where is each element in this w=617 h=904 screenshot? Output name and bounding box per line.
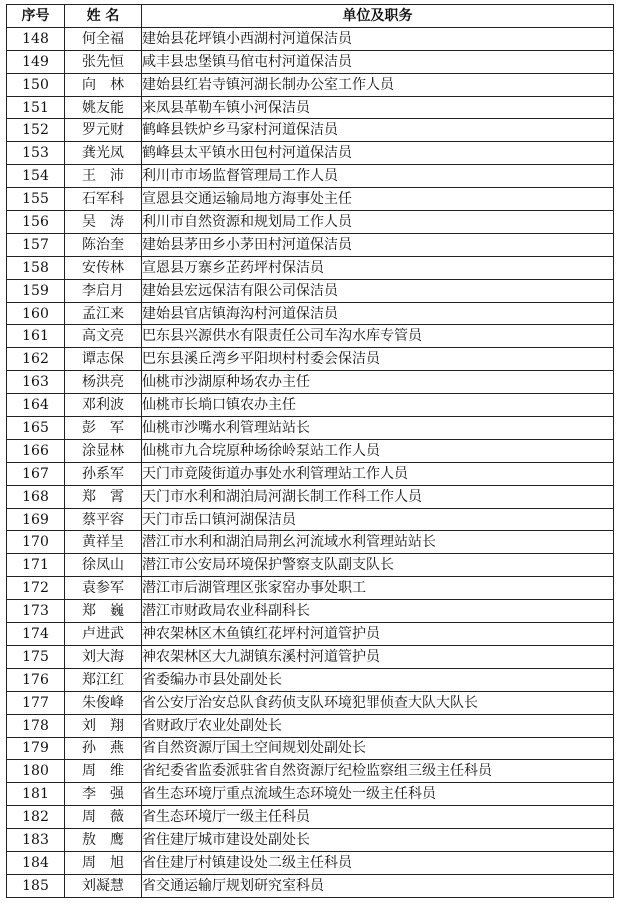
unit-and-position: 仙桃市九合垸原种场徐岭泵站工作人员: [142, 439, 614, 462]
table-row: [7, 233, 614, 256]
table-row: [7, 348, 614, 371]
person-name: 何全福: [65, 27, 142, 50]
table-row: [7, 50, 614, 73]
table-row: [7, 485, 614, 508]
table-row: [7, 256, 614, 279]
row-number: 172: [7, 577, 65, 600]
unit-and-position: 省生态环境厅重点流域生态环境处一级主任科员: [142, 783, 614, 806]
table-row: [7, 302, 614, 325]
person-name: 袁参军: [65, 577, 142, 600]
person-name: 张先恒: [65, 50, 142, 73]
row-number: 169: [7, 508, 65, 531]
unit-and-position: 天门市岳口镇河湖保洁员: [142, 508, 614, 531]
row-number: 170: [7, 531, 65, 554]
table-row: [7, 577, 614, 600]
row-number: 153: [7, 142, 65, 165]
unit-and-position: 潜江市财政局农业科副科长: [142, 600, 614, 623]
table-row: [7, 874, 614, 897]
unit-and-position: 鹤峰县太平镇水田包村河道保洁员: [142, 142, 614, 165]
row-number: 175: [7, 645, 65, 668]
table-row: [7, 188, 614, 211]
table-row: [7, 119, 614, 142]
table-row: [7, 851, 614, 874]
table-row: [7, 142, 614, 165]
header-no: 序号: [7, 5, 65, 28]
unit-and-position: 省公安厅治安总队食药侦支队环境犯罪侦查大队大队长: [142, 691, 614, 714]
unit-and-position: 天门市竟陵街道办事处水利管理站工作人员: [142, 462, 614, 485]
person-name: 刘 翔: [65, 714, 142, 737]
person-name: 卢进武: [65, 623, 142, 646]
unit-and-position: 潜江市后湖管理区张家窑办事处职工: [142, 577, 614, 600]
table-row: [7, 211, 614, 234]
unit-and-position: 宣恩县万寨乡芷药坪村保洁员: [142, 256, 614, 279]
table-row: [7, 645, 614, 668]
table-row: [7, 531, 614, 554]
unit-and-position: 省交通运输厅规划研究室科员: [142, 874, 614, 897]
person-name: 黄祥呈: [65, 531, 142, 554]
person-name: 罗元财: [65, 119, 142, 142]
unit-and-position: 利川市市场监督管理局工作人员: [142, 165, 614, 188]
person-name: 姚友能: [65, 96, 142, 119]
table-row: [7, 760, 614, 783]
unit-and-position: 神农架林区大九湖镇东溪村河道管护员: [142, 645, 614, 668]
person-name: 石军科: [65, 188, 142, 211]
row-number: 173: [7, 600, 65, 623]
table-row: [7, 668, 614, 691]
table-row: [7, 462, 614, 485]
unit-and-position: 神农架林区木鱼镇红花坪村河道管护员: [142, 623, 614, 646]
person-name: 龚光凤: [65, 142, 142, 165]
person-name: 邓利波: [65, 394, 142, 417]
unit-and-position: 仙桃市长埫口镇农办主任: [142, 394, 614, 417]
unit-and-position: 巴东县兴源供水有限责任公司车沟水库专管员: [142, 325, 614, 348]
header-row: [7, 5, 614, 28]
row-number: 180: [7, 760, 65, 783]
person-name: 李启月: [65, 279, 142, 302]
person-name: 涂显林: [65, 439, 142, 462]
table-row: [7, 554, 614, 577]
header-role: 单位及职务: [142, 5, 614, 28]
row-number: 151: [7, 96, 65, 119]
row-number: 178: [7, 714, 65, 737]
unit-and-position: 建始县官店镇海沟村河道保洁员: [142, 302, 614, 325]
person-name: 安传林: [65, 256, 142, 279]
unit-and-position: 咸丰县忠堡镇马倌屯村河道保洁员: [142, 50, 614, 73]
table-row: [7, 600, 614, 623]
row-number: 165: [7, 417, 65, 440]
header-name: 姓 名: [65, 5, 142, 28]
row-number: 179: [7, 737, 65, 760]
roster-table: [6, 4, 614, 898]
row-number: 177: [7, 691, 65, 714]
unit-and-position: 天门市水利和湖泊局河湖长制工作科工作人员: [142, 485, 614, 508]
table-row: [7, 508, 614, 531]
unit-and-position: 仙桃市沙湖原种场农办主任: [142, 371, 614, 394]
table-row: [7, 806, 614, 829]
table-row: [7, 394, 614, 417]
unit-and-position: 省住建厅城市建设处副处长: [142, 829, 614, 852]
row-number: 168: [7, 485, 65, 508]
unit-and-position: 来凤县革勒车镇小河保洁员: [142, 96, 614, 119]
row-number: 181: [7, 783, 65, 806]
person-name: 郑江红: [65, 668, 142, 691]
person-name: 敖 鹰: [65, 829, 142, 852]
unit-and-position: 省财政厅农业处副处长: [142, 714, 614, 737]
table-row: [7, 737, 614, 760]
row-number: 148: [7, 27, 65, 50]
unit-and-position: 巴东县溪丘湾乡平阳坝村村委会保洁员: [142, 348, 614, 371]
person-name: 谭志保: [65, 348, 142, 371]
row-number: 149: [7, 50, 65, 73]
row-number: 156: [7, 211, 65, 234]
row-number: 163: [7, 371, 65, 394]
person-name: 李 强: [65, 783, 142, 806]
unit-and-position: 建始县花坪镇小西湖村河道保洁员: [142, 27, 614, 50]
row-number: 171: [7, 554, 65, 577]
table-row: [7, 829, 614, 852]
table-row: [7, 165, 614, 188]
table-row: [7, 96, 614, 119]
row-number: 158: [7, 256, 65, 279]
row-number: 152: [7, 119, 65, 142]
table-row: [7, 371, 614, 394]
unit-and-position: 建始县红岩寺镇河湖长制办公室工作人员: [142, 73, 614, 96]
person-name: 朱俊峰: [65, 691, 142, 714]
unit-and-position: 仙桃市沙嘴水利管理站站长: [142, 417, 614, 440]
row-number: 174: [7, 623, 65, 646]
row-number: 159: [7, 279, 65, 302]
person-name: 向 林: [65, 73, 142, 96]
row-number: 183: [7, 829, 65, 852]
unit-and-position: 潜江市公安局环境保护警察支队副支队长: [142, 554, 614, 577]
person-name: 陈治奎: [65, 233, 142, 256]
table-row: [7, 27, 614, 50]
row-number: 182: [7, 806, 65, 829]
row-number: 164: [7, 394, 65, 417]
unit-and-position: 省纪委省监委派驻省自然资源厅纪检监察组三级主任科员: [142, 760, 614, 783]
unit-and-position: 建始县宏远保洁有限公司保洁员: [142, 279, 614, 302]
table-row: [7, 417, 614, 440]
row-number: 157: [7, 233, 65, 256]
roster-table-container: [6, 4, 614, 898]
row-number: 154: [7, 165, 65, 188]
person-name: 周 旭: [65, 851, 142, 874]
table-body: [7, 27, 614, 897]
unit-and-position: 省自然资源厅国土空间规划处副处长: [142, 737, 614, 760]
person-name: 郑 霄: [65, 485, 142, 508]
table-row: [7, 73, 614, 96]
row-number: 162: [7, 348, 65, 371]
table-row: [7, 714, 614, 737]
unit-and-position: 利川市自然资源和规划局工作人员: [142, 211, 614, 234]
person-name: 孙系军: [65, 462, 142, 485]
person-name: 徐凤山: [65, 554, 142, 577]
row-number: 176: [7, 668, 65, 691]
table-row: [7, 439, 614, 462]
row-number: 185: [7, 874, 65, 897]
unit-and-position: 省生态环境厅一级主任科员: [142, 806, 614, 829]
person-name: 高文亮: [65, 325, 142, 348]
row-number: 160: [7, 302, 65, 325]
row-number: 150: [7, 73, 65, 96]
table-row: [7, 783, 614, 806]
row-number: 184: [7, 851, 65, 874]
table-row: [7, 325, 614, 348]
person-name: 刘凝慧: [65, 874, 142, 897]
person-name: 吴 涛: [65, 211, 142, 234]
row-number: 167: [7, 462, 65, 485]
row-number: 155: [7, 188, 65, 211]
person-name: 蔡平容: [65, 508, 142, 531]
table-row: [7, 279, 614, 302]
person-name: 孟江来: [65, 302, 142, 325]
row-number: 166: [7, 439, 65, 462]
person-name: 郑 巍: [65, 600, 142, 623]
person-name: 孙 燕: [65, 737, 142, 760]
unit-and-position: 宣恩县交通运输局地方海事处主任: [142, 188, 614, 211]
table-row: [7, 691, 614, 714]
person-name: 王 沛: [65, 165, 142, 188]
row-number: 161: [7, 325, 65, 348]
unit-and-position: 潜江市水利和湖泊局荆幺河流域水利管理站站长: [142, 531, 614, 554]
person-name: 杨洪亮: [65, 371, 142, 394]
table-row: [7, 623, 614, 646]
unit-and-position: 省住建厅村镇建设处二级主任科员: [142, 851, 614, 874]
person-name: 周 维: [65, 760, 142, 783]
unit-and-position: 鹤峰县铁炉乡马家村河道保洁员: [142, 119, 614, 142]
person-name: 周 薇: [65, 806, 142, 829]
unit-and-position: 建始县茅田乡小茅田村河道保洁员: [142, 233, 614, 256]
person-name: 刘大海: [65, 645, 142, 668]
unit-and-position: 省委编办市县处副处长: [142, 668, 614, 691]
person-name: 彭 军: [65, 417, 142, 440]
